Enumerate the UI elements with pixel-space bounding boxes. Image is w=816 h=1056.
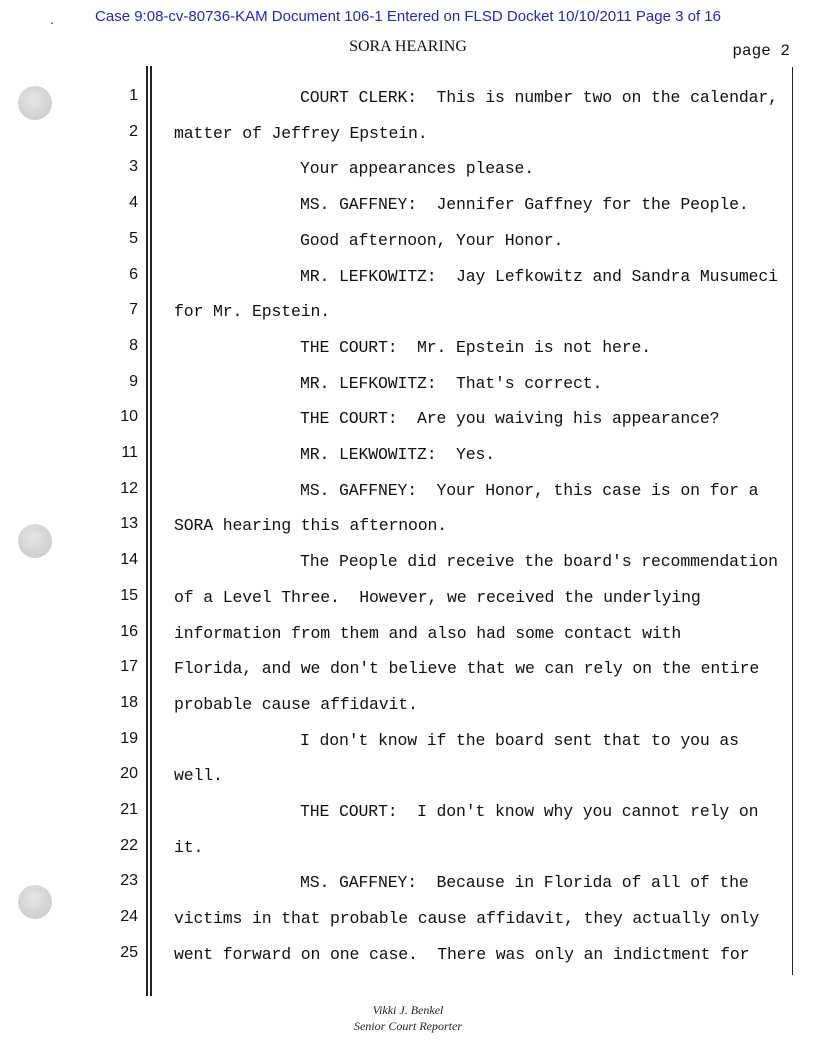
line-text: MS. GAFFNEY: Because in Florida of all of the	[300, 873, 749, 893]
transcript-line	[0, 727, 816, 753]
line-text: Your appearances please.	[300, 159, 535, 179]
line-number: 13	[120, 515, 138, 533]
line-number: 5	[129, 229, 138, 247]
line-number: 18	[120, 693, 138, 711]
line-text: SORA hearing this afternoon.	[174, 516, 448, 536]
line-number: 16	[120, 622, 138, 640]
transcript-line	[0, 798, 816, 824]
transcript-line	[0, 370, 816, 396]
transcript-line	[0, 512, 816, 538]
transcript-line	[0, 191, 816, 217]
transcript-line	[0, 263, 816, 289]
transcript-line	[0, 620, 816, 646]
line-number: 17	[120, 658, 138, 676]
transcript-line	[0, 155, 816, 181]
line-number: 24	[120, 908, 138, 926]
line-number: 10	[120, 408, 138, 426]
line-text: THE COURT: I don't know why you cannot rely on	[300, 802, 759, 821]
case-header-stamp: Case 9:08-cv-80736-KAM Document 106-1 Entered on FLSD Docket 10/10/2011 Page 3 of 16	[95, 8, 721, 25]
line-text: MR. LEKWOWITZ: Yes.	[300, 445, 496, 464]
line-text: it.	[174, 837, 204, 857]
line-text: Florida, and we don't believe that we can rely on the entire	[174, 659, 760, 679]
line-number: 19	[120, 729, 138, 747]
transcript-line	[0, 655, 816, 681]
line-text: The People did receive the board's recommendation	[300, 552, 778, 572]
line-number: 14	[120, 551, 138, 569]
line-text: MS. GAFFNEY: Jennifer Gaffney for the People.	[300, 195, 749, 215]
line-text: COURT CLERK: This is number two on the calendar,	[300, 88, 778, 107]
line-text: MR. LEFKOWITZ: Jay Lefkowitz and Sandra Musumeci	[300, 266, 778, 286]
line-number: 7	[129, 301, 138, 319]
line-number: 6	[129, 265, 138, 283]
line-number: 3	[129, 158, 138, 176]
line-text: MS. GAFFNEY: Your Honor, this case is on for a	[300, 480, 759, 500]
reporter-title: Senior Court Reporter	[354, 1019, 462, 1033]
line-text: well.	[174, 766, 223, 786]
line-number: 2	[129, 122, 138, 140]
line-text: information from them and also had some contact with	[174, 623, 682, 643]
transcript-line	[0, 441, 816, 467]
line-text: went forward on one case. There was only an indictment for	[174, 944, 750, 964]
line-number: 1	[129, 87, 138, 104]
line-number: 20	[120, 765, 138, 783]
line-number: 12	[120, 479, 138, 497]
line-number: 25	[120, 943, 138, 961]
reporter-name: Vikki J. Benkel	[372, 1003, 444, 1017]
transcript-line	[0, 334, 816, 360]
line-number: 4	[129, 194, 138, 212]
transcript-line	[0, 298, 816, 324]
line-text: THE COURT: Mr. Epstein is not here.	[300, 337, 652, 357]
transcript-line	[0, 941, 816, 967]
transcript-line	[0, 762, 816, 788]
line-text: Good afternoon, Your Honor.	[300, 230, 564, 250]
line-text: THE COURT: Are you waiving his appearance?	[300, 409, 720, 429]
line-text: victims in that probable cause affidavit, they actually only	[174, 909, 760, 929]
line-number: 15	[120, 586, 138, 604]
line-number: 23	[120, 872, 138, 890]
transcript-line	[0, 691, 816, 717]
line-text: I don't know if the board sent that to you as	[300, 730, 739, 750]
transcript-line	[0, 584, 816, 610]
line-text: for Mr. Epstein.	[174, 302, 331, 322]
line-text: of a Level Three. However, we received the underlying	[174, 587, 701, 607]
line-number: 22	[120, 836, 138, 854]
transcript-line	[0, 84, 816, 110]
transcript-line	[0, 548, 816, 574]
transcript-line	[0, 905, 816, 931]
transcript-line	[0, 834, 816, 860]
transcript-line	[0, 477, 816, 503]
line-text: matter of Jeffrey Epstein.	[174, 123, 428, 143]
transcript-line	[0, 227, 816, 253]
transcript-line	[0, 120, 816, 146]
page-title: SORA HEARING	[349, 38, 467, 55]
page-number: page 2	[732, 42, 790, 60]
line-number: 21	[120, 801, 138, 818]
line-text: probable cause affidavit.	[174, 694, 418, 714]
line-number: 11	[121, 444, 138, 461]
line-number: 9	[129, 372, 138, 390]
scan-mark: .	[50, 11, 54, 27]
transcript-line	[0, 869, 816, 895]
transcript-line	[0, 405, 816, 431]
line-text: MR. LEFKOWITZ: That's correct.	[300, 373, 603, 393]
line-number: 8	[129, 336, 138, 354]
